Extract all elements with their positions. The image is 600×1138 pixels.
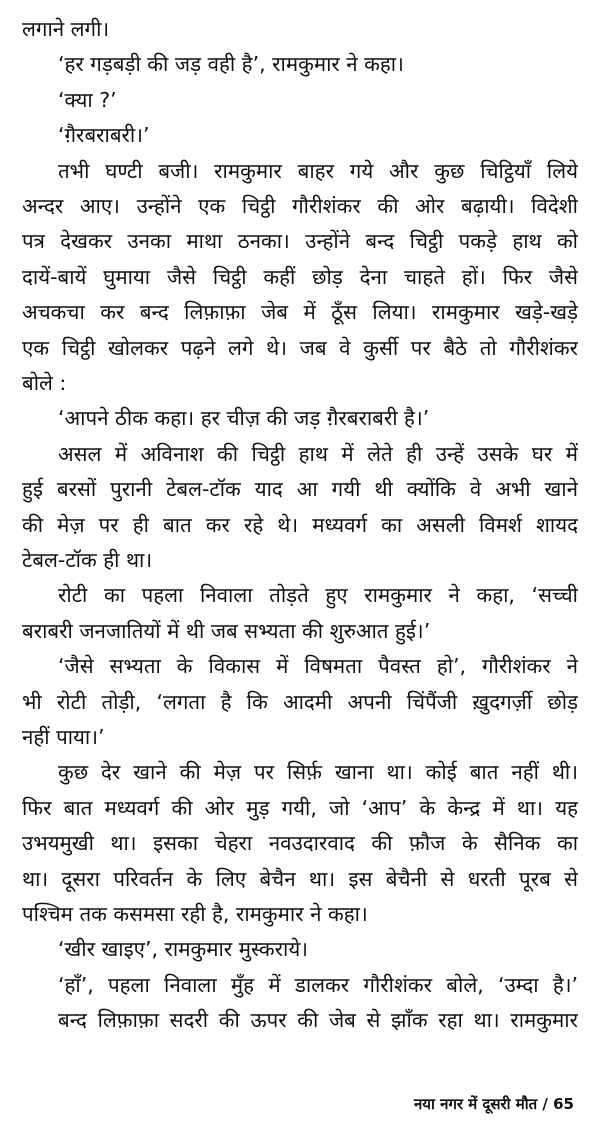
page-footer: नया नगर में दूसरी मौत / 65: [413, 1095, 574, 1113]
text-line: अचकचा कर बन्द लिफ़ाफ़ा जेब में ठूँस लिया। रामकुमार खड़े-खड़े: [22, 300, 578, 325]
text-line: ‘हर गड़बड़ी की जड़ वही है’, रामकुमार ने कहा।: [58, 52, 404, 77]
text-line: ‘ग़ैरबराबरी।’: [58, 123, 150, 148]
text-line: ‘हाँ’, पहला निवाला मुँह में डालकर गौरीशंकर बोले, ‘उम्दा है।’: [58, 972, 578, 997]
text-line: लगाने लगी।: [22, 17, 110, 41]
text-line: पत्र देखकर उनका माथा ठनका। उन्होंने बन्द चिट्ठी पकड़े हाथ को: [22, 229, 578, 254]
text-line: ‘जैसे सभ्यता के विकास में विषमता पैवस्त हो’, गौरीशंकर ने: [58, 654, 578, 679]
text-line: कुछ देर खाने की मेज़ पर सिर्फ़ खाना था। कोई बात नहीं थी।: [58, 760, 578, 785]
text-line: हुई बरसों पुरानी टेबल-टॉक याद आ गयी थी क्योंकि वे अभी खाने: [22, 477, 578, 502]
text-line: बराबरी जनजातियों में थी जब सभ्यता की शुरुआत हुई।’: [22, 618, 431, 643]
text-line: दायें-बायें घुमाया जैसे चिट्ठी कहीं छोड़ देना चाहते हों। फिर जैसे: [22, 264, 578, 289]
text-line: बन्द लिफ़ाफ़ा सदरी की ऊपर की जेब से झाँक रहा था। रामकुमार: [58, 1008, 578, 1033]
text-line: नहीं पाया।’: [22, 725, 105, 749]
text-line: भी रोटी तोड़ी, ‘लगता है कि आदमी अपनी चिंपैंजी ख़ुदगर्ज़ी छोड़: [22, 689, 578, 714]
text-line: एक चिट्ठी खोलकर पढ़ने लगे थे। जब वे कुर्सी पर बैठे तो गौरीशंकर: [22, 335, 578, 360]
text-line: उभयमुखी था। इसका चेहरा नवउदारवाद की फ़ौज के सैनिक का: [22, 831, 578, 856]
text-line: बोले :: [22, 371, 67, 395]
text-line: की मेज़ पर ही बात कर रहे थे। मध्यवर्ग का असली विमर्श शायद: [22, 512, 578, 537]
text-line: फिर बात मध्यवर्ग की ओर मुड़ गयी, जो ‘आप’ के केन्द्र में था। यह: [22, 795, 578, 820]
text-line: असल में अविनाश की चिट्ठी हाथ में लेते ही उन्हें उसके घर में: [58, 441, 578, 466]
text-line: ‘क्या ?’: [58, 87, 117, 112]
text-line: ‘आपने ठीक कहा। हर चीज़ की जड़ ग़ैरबराबरी है।’: [58, 406, 430, 431]
text-line: तभी घण्टी बजी। रामकुमार बाहर गये और कुछ चिट्ठियाँ लिये: [58, 158, 578, 183]
text-line: रोटी का पहला निवाला तोड़ते हुए रामकुमार ने कहा, ‘सच्ची: [58, 583, 578, 608]
text-line: पश्चिम तक कसमसा रही है, रामकुमार ने कहा।: [22, 902, 368, 926]
text-line: ‘खीर खाइए’, रामकुमार मुस्कराये।: [58, 937, 309, 962]
text-line: अन्दर आए। उन्होंने एक चिट्ठी गौरीशंकर की ओर बढ़ायी। विदेशी: [22, 194, 578, 218]
text-line: टेबल-टॉक ही था।: [22, 548, 153, 572]
text-line: था। दूसरा परिवर्तन के लिए बेचैन था। इस बेचैनी से धरती पूरब से: [22, 866, 578, 891]
